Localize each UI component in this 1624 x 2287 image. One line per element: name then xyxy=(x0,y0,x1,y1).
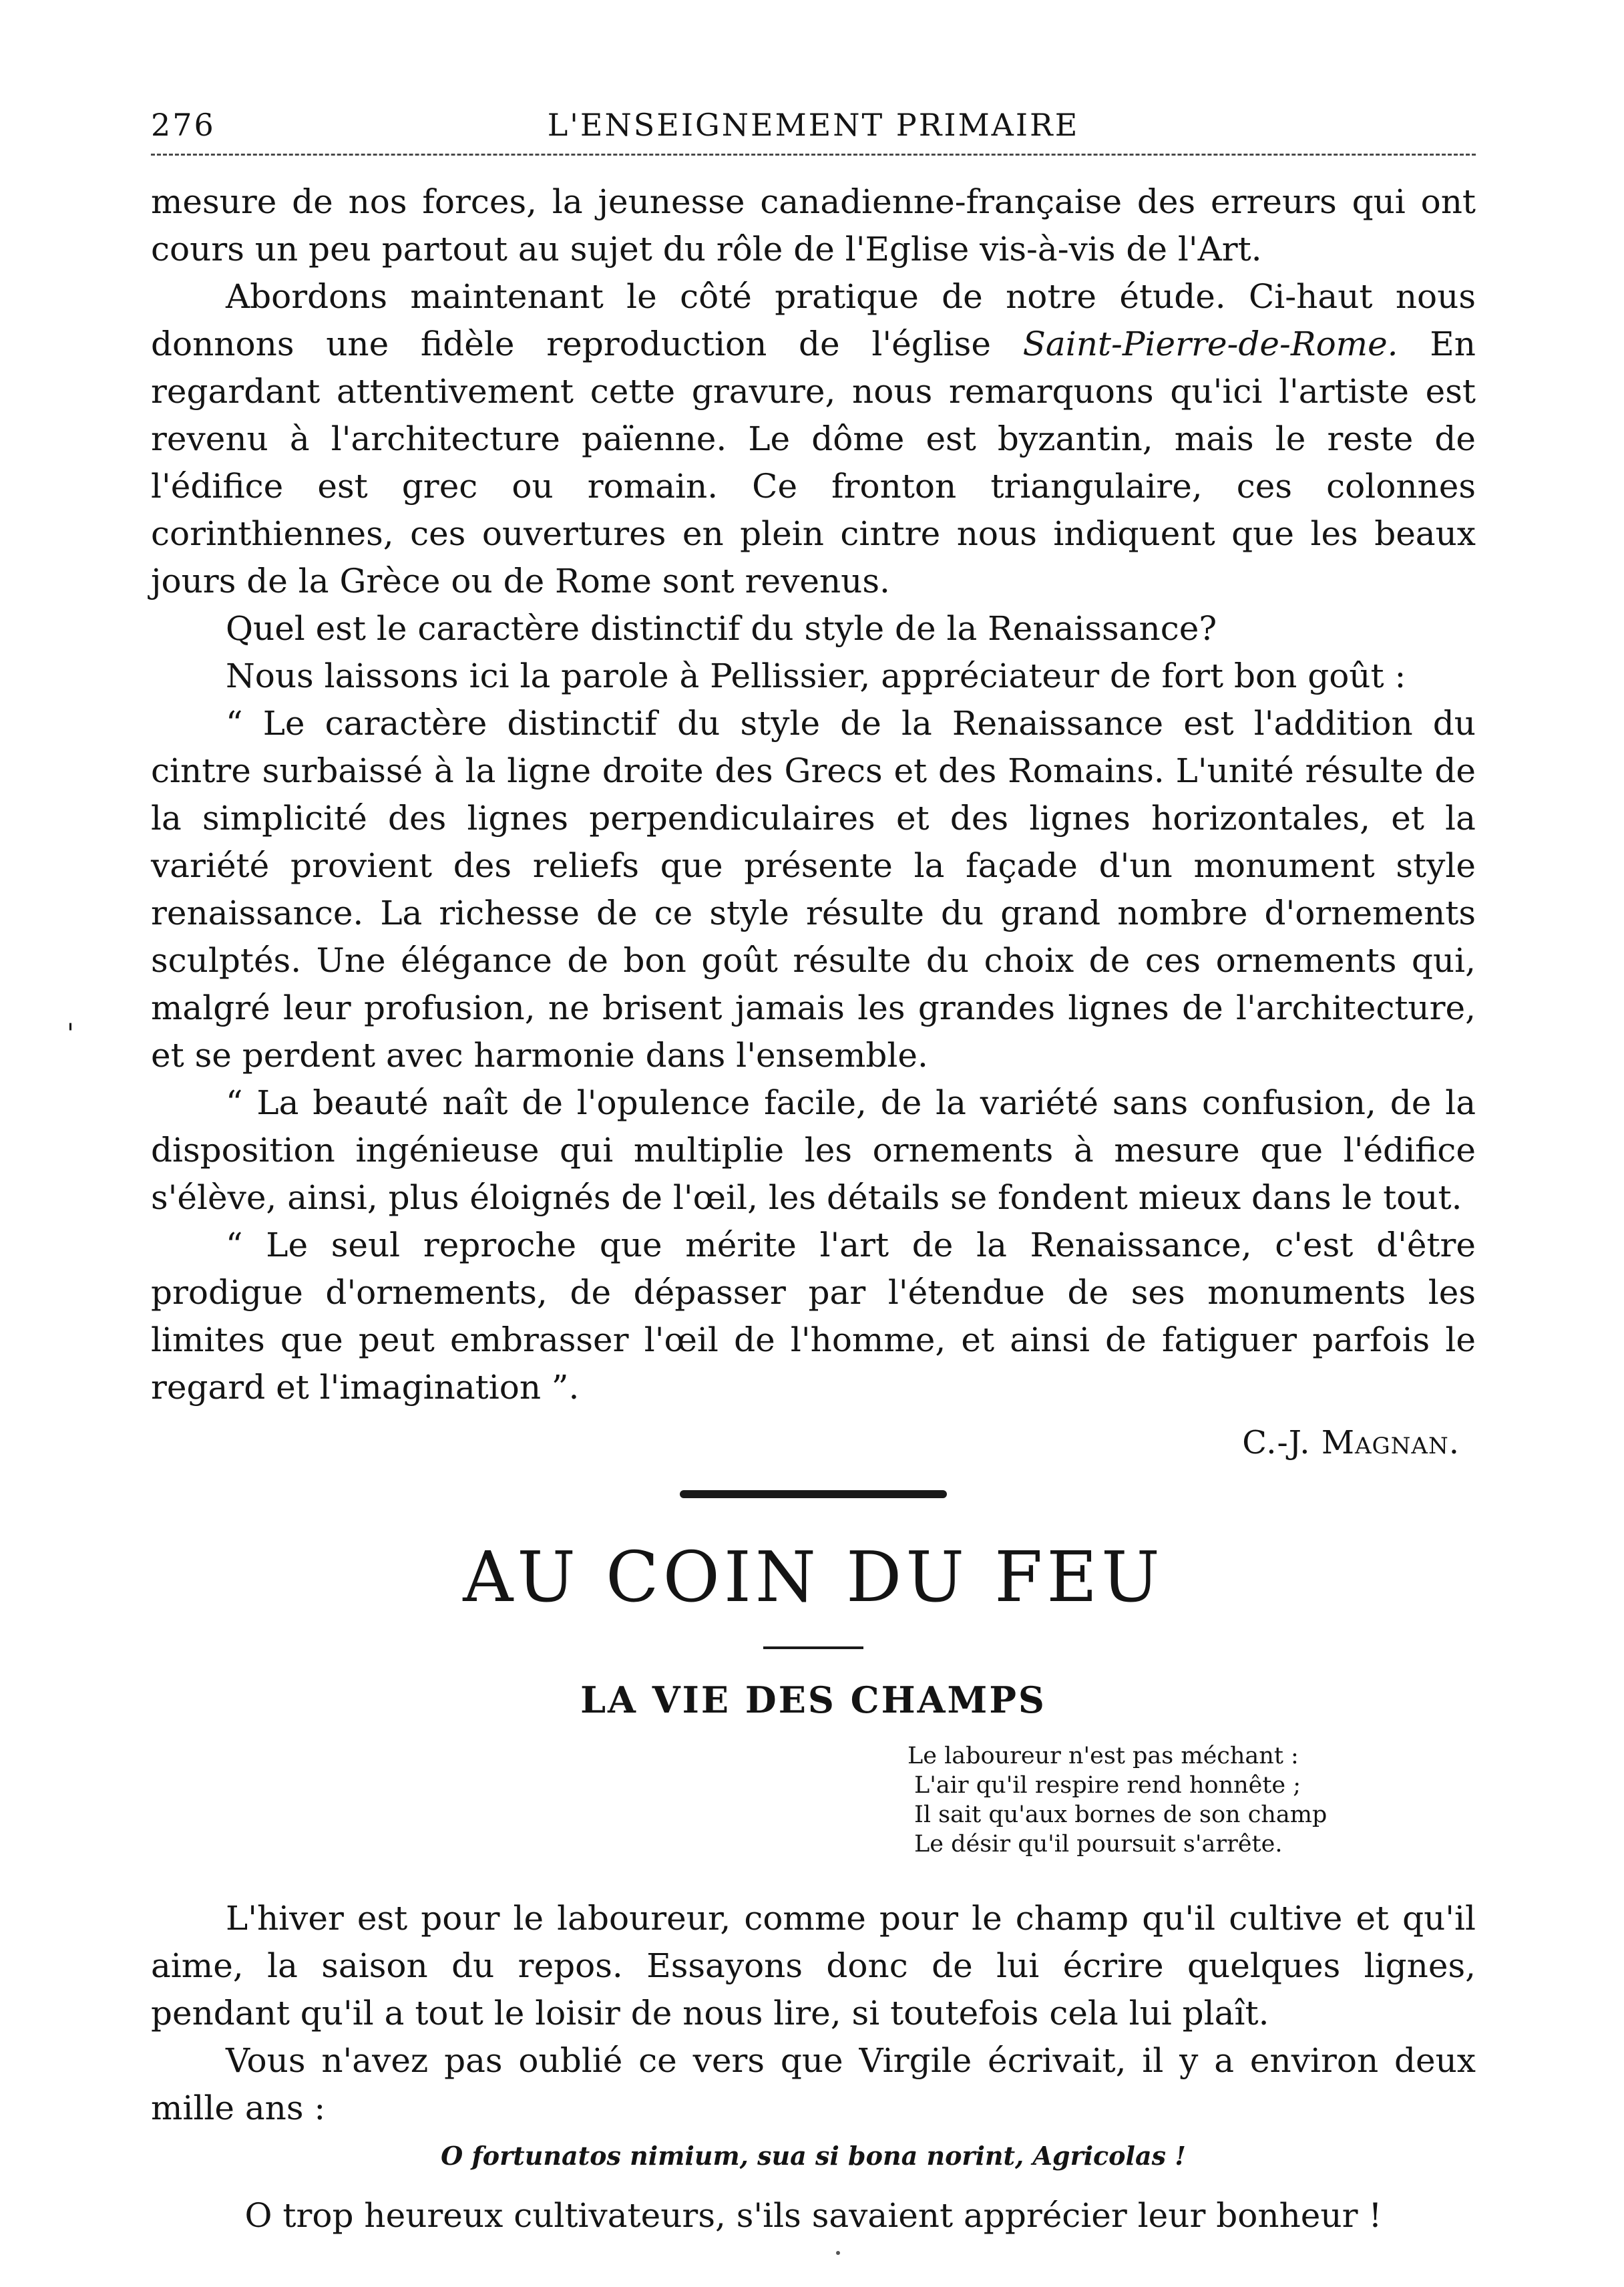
running-title: L'ENSEIGNEMENT PRIMAIRE xyxy=(547,107,1080,143)
latin-quote: O fortunatos nimium, sua si bona norint, Agricolas ! xyxy=(441,2141,1186,2171)
epigraph-line: L'air qu'il respire rend honnête ; xyxy=(914,1772,1301,1799)
title-rule xyxy=(763,1646,863,1649)
epigraph-line: Le désir qu'il poursuit s'arrête. xyxy=(914,1831,1283,1858)
quote-paragraph-1: “ Le caractère distinctif du style de la Renaissance est l'addition du cintre surbaissé à la ligne droite des Grecs et des Romains. L'unité résulte de la simplicité des lignes perpendiculaires et des lignes horizontales, et la variété provient des reliefs que présente la façade d'un monument style renaissance. La richesse de ce style résulte du grand nombre d'ornements sculptés. Une élégance de bon goût résulte du choix de ces ornements qui, malgré leur profusion, ne brisent jamais les grandes lignes de l'architecture, et se perdent avec harmonie dans l'ensemble. xyxy=(151,704,1476,1075)
paragraph-pellissier-intro: Nous laissons ici la parole à Pellissier, appréciateur de fort bon goût : xyxy=(226,657,1406,695)
epigraph-line: Il sait qu'aux bornes de son champ xyxy=(914,1801,1328,1828)
margin-mark: ' xyxy=(67,1019,74,1049)
section-subtitle: LA VIE DES CHAMPS xyxy=(580,1679,1046,1721)
print-speck xyxy=(836,2251,840,2255)
essay-paragraph-2: Vous n'avez pas oublié ce vers que Virgile écrivait, il y a environ deux mille ans : xyxy=(151,2041,1476,2127)
essay-paragraph-1: L'hiver est pour le laboureur, comme pour le champ qu'il cultive et qu'il aime, la saison du repos. Essayons donc de lui écrire quelques lignes, pendant qu'il a tout le loisir de nous lire, si toutefois cela lui plaît. xyxy=(151,1899,1476,2033)
section-title: AU COIN DU FEU xyxy=(463,1536,1164,1618)
quote-paragraph-2: “ La beauté naît de l'opulence facile, de la variété sans confusion, de la disposition ingénieuse qui multiplie les ornements à mesure que l'édifice s'élève, ainsi, plus éloignés de l'œil, les détails se fondent mieux dans le tout. xyxy=(151,1083,1476,1217)
signature-name: Magnan. xyxy=(1321,1424,1460,1461)
church-name: Saint-Pierre-de-Rome. xyxy=(1022,325,1398,363)
paragraph-question: Quel est le caractère distinctif du style de la Renaissance? xyxy=(226,609,1217,648)
essay-body xyxy=(151,1895,1476,2240)
section-divider-ornament xyxy=(680,1490,947,1498)
header-rule xyxy=(151,154,1476,156)
document-page xyxy=(151,100,1476,2240)
paragraph-text-after: En regardant attentivement cette gravure, nous remarquons qu'ici l'artiste est revenu à l'architecture païenne. Le dôme est byzantin, mais le reste de l'édifice est grec ou romain. Ce fronton triangulaire, ces colonnes corinthiennes, ces ouvertures en plein cintre nous indiquent que les beaux jours de la Grèce ou de Rome sont revenus. xyxy=(151,325,1476,600)
author-signature xyxy=(151,1419,1476,1466)
quote-translation: O trop heureux cultivateurs, s'ils savaient apprécier leur bonheur ! xyxy=(244,2196,1382,2235)
signature-initials: C.-J. xyxy=(1242,1424,1311,1461)
paragraph-practical-side xyxy=(151,273,1476,605)
running-header xyxy=(151,100,1476,154)
epigraph-line: Le laboureur n'est pas méchant : xyxy=(907,1743,1299,1769)
quote-paragraph-3: “ Le seul reproche que mérite l'art de la Renaissance, c'est d'être prodigue d'ornements, de dépasser par l'étendue de ses monuments les limites que peut embrasser l'œil de l'homme, et ainsi de fatiguer parfois le regard et l'imagination ”. xyxy=(151,1226,1476,1407)
paragraph-text-before: Abordons maintenant le côté pratique de notre étude. Ci-haut nous donnons une fidèle reproduction de l'église xyxy=(151,277,1476,363)
paragraph-continuation: mesure de nos forces, la jeunesse canadienne-française des erreurs qui ont cours un peu partout au sujet du rôle de l'Eglise vis-à-vis de l'Art. xyxy=(151,182,1476,269)
epigraph-verse xyxy=(907,1741,1476,1859)
page-number: 276 xyxy=(151,107,216,143)
